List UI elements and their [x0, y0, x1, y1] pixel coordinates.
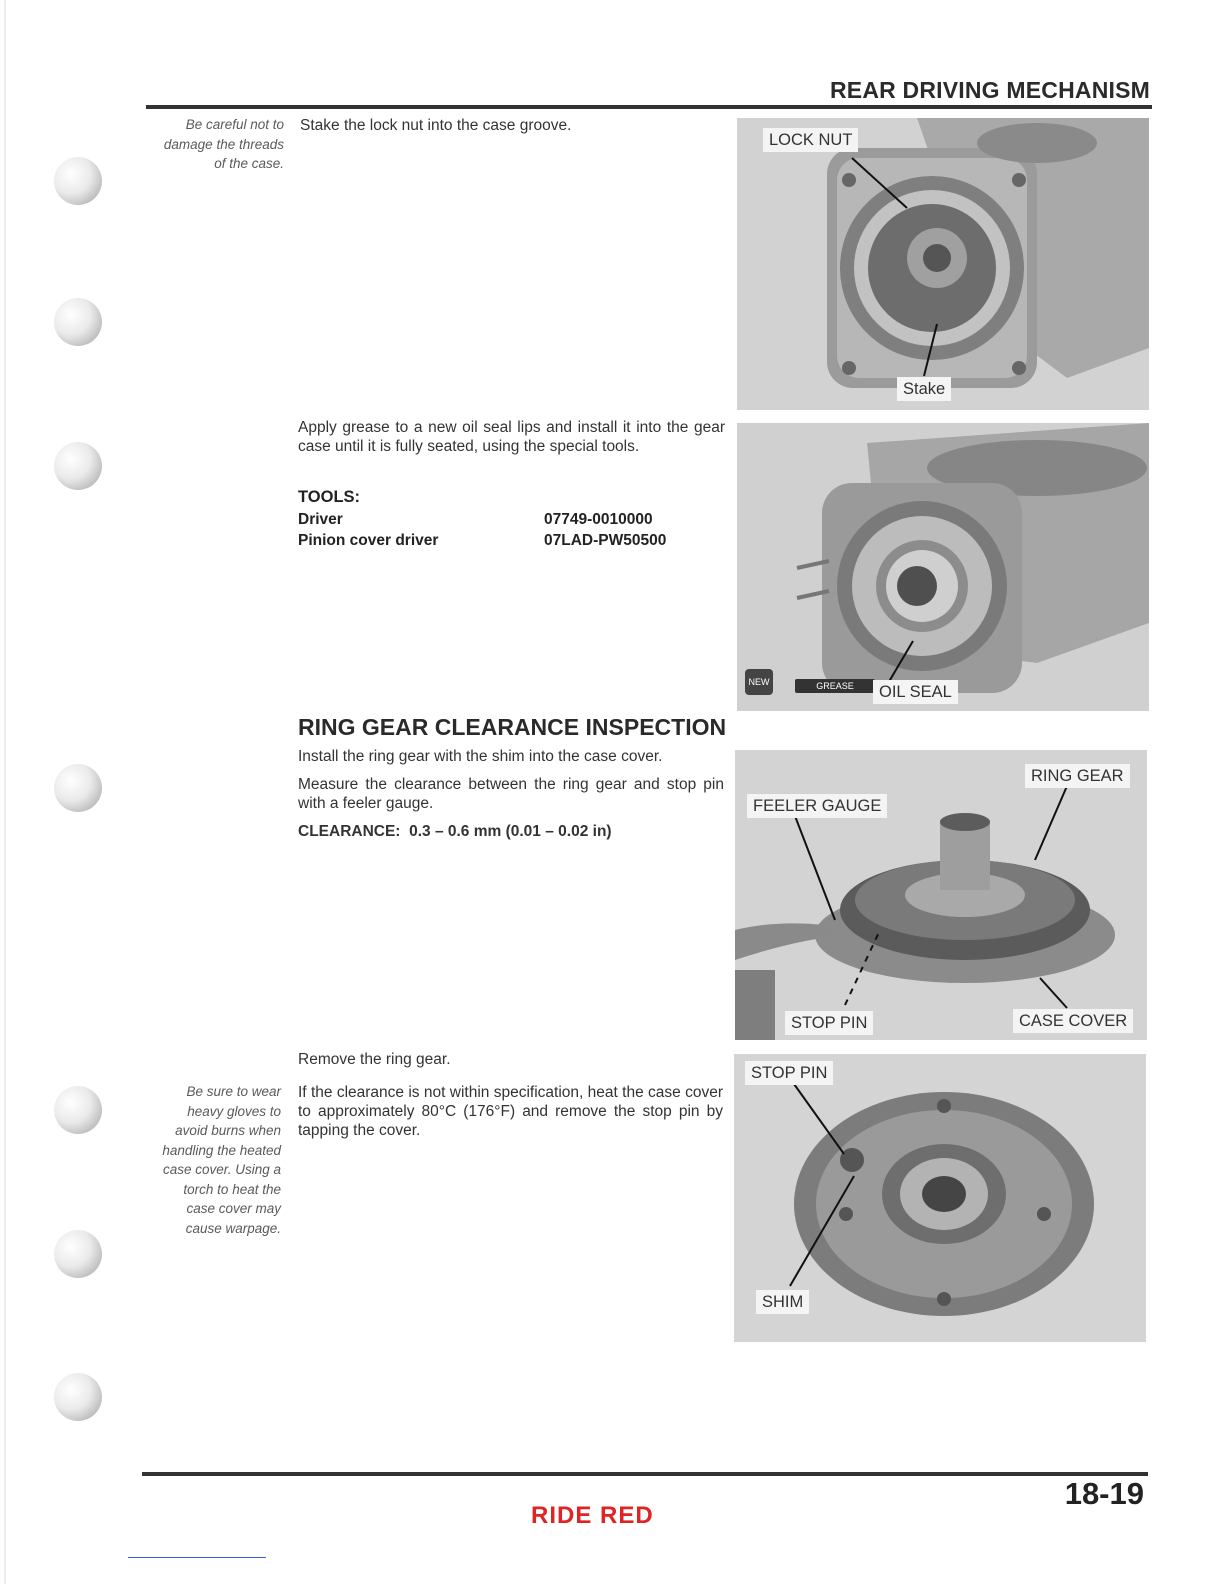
callout-stake: Stake	[897, 377, 951, 401]
binder-hole	[54, 764, 102, 812]
section-heading: RING GEAR CLEARANCE INSPECTION	[298, 714, 727, 740]
photo-lock-nut	[737, 118, 1149, 410]
step-grease: Apply grease to a new oil seal lips and install it into the gear case until it is fully seated, using the special tools.	[298, 419, 725, 455]
ring-gear-steps: Install the ring gear with the shim into the case cover. Measure the clearance between the ring gear and stop pin with a feeler gauge. CLEARANCE: 0.3 – 0.6 mm (0.01 – 0.02 in)	[298, 748, 724, 840]
tool-row: Pinion cover driver 07LAD-PW50500	[298, 532, 667, 549]
binder-hole	[54, 442, 102, 490]
footer-brand-logo: RIDE RED	[531, 1502, 654, 1529]
callout-stop-pin: STOP PIN	[785, 1011, 873, 1035]
callout-stop-pin: STOP PIN	[745, 1061, 833, 1085]
binder-hole	[54, 1086, 102, 1134]
page-edge	[4, 0, 6, 1584]
callout-shim: SHIM	[756, 1290, 809, 1314]
callout-oil-seal: OIL SEAL	[873, 680, 958, 704]
binder-hole	[54, 1230, 102, 1278]
callout-lock-nut: LOCK NUT	[763, 128, 858, 152]
page-number: 18-19	[1064, 1476, 1144, 1511]
header-rule	[146, 105, 1152, 109]
grease-icon: GREASE	[795, 679, 875, 693]
photo-stop-pin	[734, 1054, 1146, 1342]
tools-heading: TOOLS:	[298, 488, 361, 506]
step-remove-ring: Remove the ring gear. If the clearance is not within specification, heat the case cover to approximately 80°C (176°F) and remove the stop pin by tapping the cover.	[298, 1051, 723, 1139]
footer-rule	[142, 1472, 1148, 1476]
binder-hole	[54, 157, 102, 205]
photo-ring-gear	[735, 750, 1147, 1040]
margin-note-caution: Be careful not to damage the threads of the case.	[163, 117, 284, 171]
step-stake: Stake the lock nut into the case groove.	[300, 117, 572, 134]
binder-hole	[54, 1373, 102, 1421]
oil-seal-illustration	[737, 423, 1149, 711]
tool-row: Driver 07749-0010000	[298, 511, 653, 528]
margin-note-warning: Be sure to wear heavy gloves to avoid burns when handling the heated case cover. Using a torch to heat the case cover may cause warpage.	[162, 1084, 281, 1236]
binder-hole	[54, 298, 102, 346]
callout-case-cover: CASE COVER	[1013, 1009, 1133, 1033]
photo-oil-seal	[737, 423, 1149, 711]
new-part-icon: NEW	[745, 669, 773, 695]
tools-list	[298, 488, 718, 551]
gear-case-illustration	[737, 118, 1149, 410]
clearance-spec: CLEARANCE: 0.3 – 0.6 mm (0.01 – 0.02 in)	[298, 823, 612, 840]
page-header-title: REAR DRIVING MECHANISM	[829, 77, 1150, 103]
callout-ring-gear: RING GEAR	[1025, 764, 1130, 788]
footer-underline	[128, 1557, 266, 1558]
callout-feeler-gauge: FEELER GAUGE	[747, 794, 887, 818]
